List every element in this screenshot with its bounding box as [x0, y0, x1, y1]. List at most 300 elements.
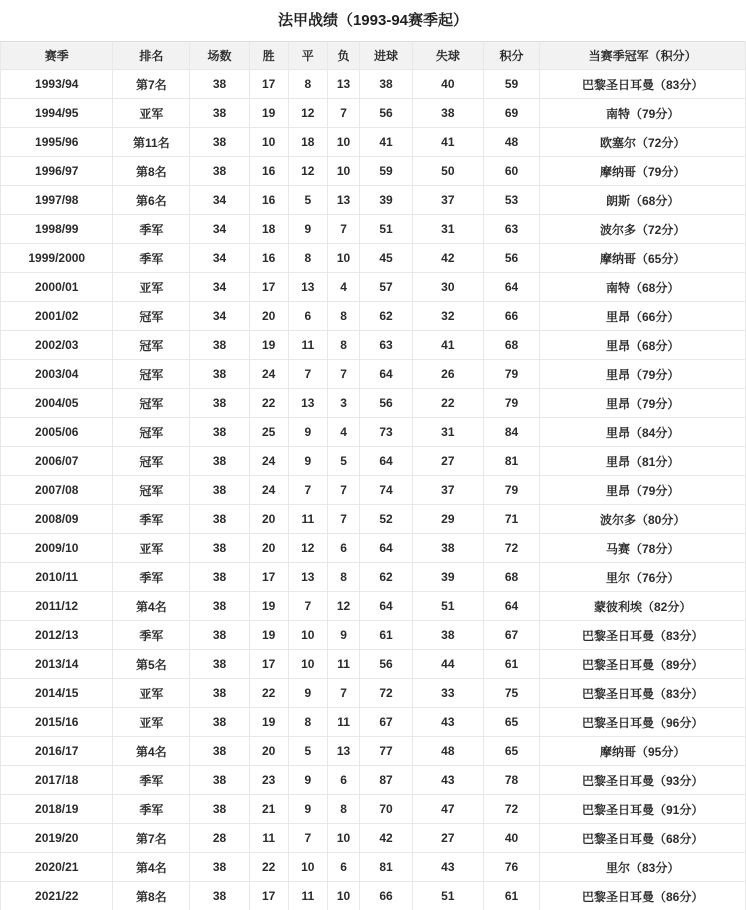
table-row: [1, 882, 746, 910]
cell-matches: 38: [190, 331, 250, 360]
cell-matches: 38: [190, 882, 250, 910]
cell-losses: 13: [328, 186, 360, 215]
page-title: 法甲战绩（1993-94赛季起）: [277, 12, 469, 29]
cell-goals-for: 64: [360, 592, 413, 621]
cell-matches: 38: [190, 592, 250, 621]
cell-losses: 8: [328, 795, 360, 824]
cell-goals-for: 45: [360, 244, 413, 273]
cell-draws: 8: [288, 708, 327, 737]
cell-champion: 巴黎圣日耳曼（83分）: [540, 70, 746, 99]
cell-matches: 38: [190, 128, 250, 157]
cell-draws: 13: [288, 563, 327, 592]
cell-season: 2004/05: [1, 389, 113, 418]
cell-points: 68: [483, 331, 540, 360]
column-header-matches: 场数: [190, 42, 250, 70]
cell-draws: 8: [288, 244, 327, 273]
cell-draws: 7: [288, 360, 327, 389]
cell-season: 2001/02: [1, 302, 113, 331]
cell-matches: 34: [190, 215, 250, 244]
cell-points: 72: [483, 795, 540, 824]
table-row: [1, 476, 746, 505]
cell-wins: 17: [249, 650, 288, 679]
cell-rank: 亚军: [113, 534, 190, 563]
cell-draws: 11: [288, 505, 327, 534]
cell-losses: 4: [328, 273, 360, 302]
cell-matches: 38: [190, 563, 250, 592]
cell-season: 2014/15: [1, 679, 113, 708]
cell-wins: 17: [249, 70, 288, 99]
column-header-points: 积分: [483, 42, 540, 70]
column-header-rank: 排名: [113, 42, 190, 70]
cell-season: 1999/2000: [1, 244, 113, 273]
cell-goals-for: 73: [360, 418, 413, 447]
cell-losses: 5: [328, 447, 360, 476]
cell-rank: 亚军: [113, 273, 190, 302]
cell-points: 59: [483, 70, 540, 99]
cell-rank: 冠军: [113, 360, 190, 389]
cell-matches: 38: [190, 737, 250, 766]
cell-matches: 38: [190, 766, 250, 795]
cell-season: 2015/16: [1, 708, 113, 737]
cell-goals-for: 42: [360, 824, 413, 853]
cell-goals-against: 22: [412, 389, 483, 418]
cell-losses: 10: [328, 244, 360, 273]
cell-matches: 38: [190, 795, 250, 824]
cell-champion: 马赛（78分）: [540, 534, 746, 563]
table-row: [1, 795, 746, 824]
cell-wins: 17: [249, 882, 288, 910]
cell-champion: 里昂（84分）: [540, 418, 746, 447]
cell-goals-against: 27: [412, 824, 483, 853]
cell-season: 1995/96: [1, 128, 113, 157]
cell-losses: 12: [328, 592, 360, 621]
cell-goals-for: 81: [360, 853, 413, 882]
cell-points: 79: [483, 476, 540, 505]
cell-wins: 17: [249, 273, 288, 302]
cell-wins: 16: [249, 244, 288, 273]
cell-wins: 19: [249, 99, 288, 128]
cell-goals-for: 62: [360, 302, 413, 331]
cell-draws: 5: [288, 186, 327, 215]
cell-goals-against: 44: [412, 650, 483, 679]
cell-draws: 13: [288, 273, 327, 302]
cell-goals-for: 67: [360, 708, 413, 737]
cell-matches: 38: [190, 418, 250, 447]
table-row: [1, 679, 746, 708]
cell-champion: 波尔多（80分）: [540, 505, 746, 534]
cell-draws: 10: [288, 621, 327, 650]
cell-goals-for: 64: [360, 534, 413, 563]
cell-losses: 7: [328, 360, 360, 389]
cell-rank: 第4名: [113, 592, 190, 621]
cell-wins: 10: [249, 128, 288, 157]
cell-champion: 里昂（68分）: [540, 331, 746, 360]
cell-goals-for: 39: [360, 186, 413, 215]
cell-rank: 冠军: [113, 447, 190, 476]
cell-wins: 19: [249, 592, 288, 621]
cell-wins: 16: [249, 157, 288, 186]
cell-champion: 里尔（83分）: [540, 853, 746, 882]
cell-season: 1993/94: [1, 70, 113, 99]
cell-goals-against: 51: [412, 592, 483, 621]
cell-matches: 38: [190, 505, 250, 534]
cell-points: 53: [483, 186, 540, 215]
cell-losses: 6: [328, 534, 360, 563]
cell-losses: 9: [328, 621, 360, 650]
table-row: [1, 592, 746, 621]
cell-rank: 第8名: [113, 882, 190, 910]
cell-season: 2005/06: [1, 418, 113, 447]
cell-wins: 17: [249, 563, 288, 592]
cell-season: 2011/12: [1, 592, 113, 621]
cell-draws: 18: [288, 128, 327, 157]
cell-goals-against: 33: [412, 679, 483, 708]
cell-goals-against: 30: [412, 273, 483, 302]
cell-season: 2016/17: [1, 737, 113, 766]
cell-season: 2017/18: [1, 766, 113, 795]
cell-champion: 南特（79分）: [540, 99, 746, 128]
cell-goals-for: 38: [360, 70, 413, 99]
cell-wins: 19: [249, 621, 288, 650]
cell-season: 2002/03: [1, 331, 113, 360]
column-header-champion: 当赛季冠军（积分）: [540, 42, 746, 70]
table-row: [1, 128, 746, 157]
cell-champion: 里昂（79分）: [540, 360, 746, 389]
cell-draws: 9: [288, 418, 327, 447]
cell-champion: 里昂（81分）: [540, 447, 746, 476]
cell-matches: 38: [190, 99, 250, 128]
cell-rank: 季军: [113, 795, 190, 824]
cell-goals-against: 39: [412, 563, 483, 592]
cell-points: 61: [483, 650, 540, 679]
table-row: [1, 737, 746, 766]
column-header-goals-for: 进球: [360, 42, 413, 70]
cell-points: 75: [483, 679, 540, 708]
cell-points: 79: [483, 360, 540, 389]
cell-matches: 34: [190, 302, 250, 331]
cell-goals-against: 40: [412, 70, 483, 99]
cell-losses: 10: [328, 882, 360, 910]
cell-season: 1998/99: [1, 215, 113, 244]
cell-points: 71: [483, 505, 540, 534]
cell-wins: 22: [249, 853, 288, 882]
cell-matches: 38: [190, 853, 250, 882]
cell-draws: 9: [288, 679, 327, 708]
cell-losses: 4: [328, 418, 360, 447]
cell-matches: 28: [190, 824, 250, 853]
cell-season: 2007/08: [1, 476, 113, 505]
cell-rank: 亚军: [113, 708, 190, 737]
cell-champion: 里昂（66分）: [540, 302, 746, 331]
cell-draws: 7: [288, 824, 327, 853]
cell-champion: 巴黎圣日耳曼（86分）: [540, 882, 746, 910]
cell-season: 2000/01: [1, 273, 113, 302]
cell-draws: 13: [288, 389, 327, 418]
cell-goals-against: 29: [412, 505, 483, 534]
cell-wins: 20: [249, 302, 288, 331]
cell-wins: 20: [249, 534, 288, 563]
cell-goals-against: 51: [412, 882, 483, 910]
cell-draws: 9: [288, 766, 327, 795]
cell-wins: 25: [249, 418, 288, 447]
cell-losses: 8: [328, 563, 360, 592]
cell-draws: 5: [288, 737, 327, 766]
cell-points: 68: [483, 563, 540, 592]
cell-season: 2009/10: [1, 534, 113, 563]
cell-points: 61: [483, 882, 540, 910]
cell-season: 1997/98: [1, 186, 113, 215]
cell-goals-for: 64: [360, 447, 413, 476]
cell-season: 2003/04: [1, 360, 113, 389]
cell-goals-against: 38: [412, 621, 483, 650]
cell-points: 79: [483, 389, 540, 418]
cell-points: 67: [483, 621, 540, 650]
cell-matches: 38: [190, 679, 250, 708]
table-row: [1, 824, 746, 853]
cell-losses: 3: [328, 389, 360, 418]
cell-draws: 9: [288, 795, 327, 824]
cell-goals-for: 72: [360, 679, 413, 708]
cell-matches: 38: [190, 476, 250, 505]
cell-champion: 巴黎圣日耳曼（96分）: [540, 708, 746, 737]
cell-draws: 9: [288, 447, 327, 476]
table-row: [1, 447, 746, 476]
table-body: [1, 70, 746, 910]
cell-draws: 12: [288, 99, 327, 128]
cell-matches: 38: [190, 447, 250, 476]
cell-season: 1996/97: [1, 157, 113, 186]
cell-goals-for: 70: [360, 795, 413, 824]
cell-season: 2013/14: [1, 650, 113, 679]
cell-champion: 摩纳哥（65分）: [540, 244, 746, 273]
cell-rank: 第11名: [113, 128, 190, 157]
column-header-wins: 胜: [249, 42, 288, 70]
cell-goals-against: 31: [412, 215, 483, 244]
cell-rank: 冠军: [113, 302, 190, 331]
cell-draws: 12: [288, 534, 327, 563]
cell-losses: 11: [328, 650, 360, 679]
cell-losses: 8: [328, 331, 360, 360]
cell-losses: 13: [328, 70, 360, 99]
cell-points: 72: [483, 534, 540, 563]
cell-season: 2018/19: [1, 795, 113, 824]
cell-points: 84: [483, 418, 540, 447]
cell-points: 64: [483, 592, 540, 621]
column-header-goals-against: 失球: [412, 42, 483, 70]
cell-season: 2019/20: [1, 824, 113, 853]
cell-points: 76: [483, 853, 540, 882]
cell-goals-for: 57: [360, 273, 413, 302]
cell-draws: 9: [288, 215, 327, 244]
cell-matches: 34: [190, 244, 250, 273]
cell-points: 63: [483, 215, 540, 244]
cell-goals-for: 41: [360, 128, 413, 157]
cell-points: 78: [483, 766, 540, 795]
cell-matches: 38: [190, 708, 250, 737]
cell-losses: 7: [328, 476, 360, 505]
cell-matches: 34: [190, 273, 250, 302]
cell-champion: 巴黎圣日耳曼（68分）: [540, 824, 746, 853]
cell-goals-for: 87: [360, 766, 413, 795]
cell-draws: 12: [288, 157, 327, 186]
cell-losses: 10: [328, 128, 360, 157]
cell-losses: 6: [328, 766, 360, 795]
cell-goals-against: 31: [412, 418, 483, 447]
cell-losses: 10: [328, 824, 360, 853]
cell-rank: 季军: [113, 244, 190, 273]
cell-goals-for: 56: [360, 389, 413, 418]
table-header-row: [1, 42, 746, 70]
table-row: [1, 650, 746, 679]
cell-champion: 波尔多（72分）: [540, 215, 746, 244]
cell-rank: 冠军: [113, 389, 190, 418]
cell-wins: 19: [249, 708, 288, 737]
cell-goals-for: 74: [360, 476, 413, 505]
cell-losses: 7: [328, 679, 360, 708]
cell-rank: 第8名: [113, 157, 190, 186]
cell-champion: 里昂（79分）: [540, 476, 746, 505]
cell-goals-for: 52: [360, 505, 413, 534]
cell-wins: 24: [249, 476, 288, 505]
cell-champion: 蒙彼利埃（82分）: [540, 592, 746, 621]
league-results-table: [0, 41, 746, 910]
cell-goals-for: 59: [360, 157, 413, 186]
cell-rank: 季军: [113, 505, 190, 534]
cell-wins: 24: [249, 360, 288, 389]
cell-wins: 21: [249, 795, 288, 824]
cell-champion: 巴黎圣日耳曼（91分）: [540, 795, 746, 824]
cell-goals-for: 56: [360, 99, 413, 128]
cell-points: 66: [483, 302, 540, 331]
table-row: [1, 708, 746, 737]
cell-wins: 20: [249, 505, 288, 534]
column-header-season: 赛季: [1, 42, 113, 70]
cell-points: 64: [483, 273, 540, 302]
cell-champion: 巴黎圣日耳曼（93分）: [540, 766, 746, 795]
cell-points: 69: [483, 99, 540, 128]
cell-goals-against: 43: [412, 708, 483, 737]
cell-goals-for: 51: [360, 215, 413, 244]
cell-draws: 7: [288, 592, 327, 621]
cell-losses: 7: [328, 215, 360, 244]
cell-losses: 11: [328, 708, 360, 737]
table-row: [1, 766, 746, 795]
cell-wins: 19: [249, 331, 288, 360]
cell-rank: 第4名: [113, 853, 190, 882]
cell-draws: 11: [288, 882, 327, 910]
table-row: [1, 621, 746, 650]
table-row: [1, 389, 746, 418]
cell-goals-against: 47: [412, 795, 483, 824]
cell-rank: 第5名: [113, 650, 190, 679]
cell-points: 65: [483, 737, 540, 766]
cell-draws: 8: [288, 70, 327, 99]
cell-matches: 38: [190, 389, 250, 418]
cell-rank: 冠军: [113, 331, 190, 360]
cell-wins: 23: [249, 766, 288, 795]
cell-losses: 8: [328, 302, 360, 331]
table-row: [1, 563, 746, 592]
cell-wins: 22: [249, 389, 288, 418]
table-row: [1, 534, 746, 563]
cell-champion: 巴黎圣日耳曼（89分）: [540, 650, 746, 679]
cell-wins: 11: [249, 824, 288, 853]
table-row: [1, 244, 746, 273]
cell-goals-for: 62: [360, 563, 413, 592]
cell-matches: 34: [190, 186, 250, 215]
cell-season: 2006/07: [1, 447, 113, 476]
cell-points: 56: [483, 244, 540, 273]
cell-points: 81: [483, 447, 540, 476]
cell-rank: 第7名: [113, 824, 190, 853]
cell-wins: 22: [249, 679, 288, 708]
cell-goals-for: 77: [360, 737, 413, 766]
cell-rank: 季军: [113, 215, 190, 244]
cell-goals-for: 66: [360, 882, 413, 910]
cell-champion: 巴黎圣日耳曼（83分）: [540, 679, 746, 708]
cell-goals-against: 38: [412, 99, 483, 128]
cell-champion: 里昂（79分）: [540, 389, 746, 418]
cell-champion: 摩纳哥（95分）: [540, 737, 746, 766]
cell-draws: 7: [288, 476, 327, 505]
cell-wins: 20: [249, 737, 288, 766]
table-row: [1, 273, 746, 302]
table-row: [1, 331, 746, 360]
cell-rank: 亚军: [113, 99, 190, 128]
cell-points: 40: [483, 824, 540, 853]
cell-champion: 朗斯（68分）: [540, 186, 746, 215]
cell-draws: 10: [288, 650, 327, 679]
cell-rank: 冠军: [113, 418, 190, 447]
cell-season: 2010/11: [1, 563, 113, 592]
table-header: [1, 42, 746, 70]
table-row: [1, 418, 746, 447]
cell-goals-for: 56: [360, 650, 413, 679]
cell-draws: 11: [288, 331, 327, 360]
table-row: [1, 360, 746, 389]
cell-losses: 13: [328, 737, 360, 766]
cell-season: 2012/13: [1, 621, 113, 650]
cell-matches: 38: [190, 534, 250, 563]
cell-matches: 38: [190, 360, 250, 389]
cell-goals-against: 42: [412, 244, 483, 273]
cell-matches: 38: [190, 650, 250, 679]
cell-goals-against: 41: [412, 331, 483, 360]
cell-goals-against: 43: [412, 766, 483, 795]
cell-goals-against: 50: [412, 157, 483, 186]
cell-losses: 10: [328, 157, 360, 186]
cell-rank: 冠军: [113, 476, 190, 505]
cell-season: 2021/22: [1, 882, 113, 910]
cell-draws: 10: [288, 853, 327, 882]
cell-goals-against: 32: [412, 302, 483, 331]
cell-goals-against: 27: [412, 447, 483, 476]
table-row: [1, 215, 746, 244]
cell-goals-against: 43: [412, 853, 483, 882]
column-header-draws: 平: [288, 42, 327, 70]
cell-rank: 季军: [113, 563, 190, 592]
cell-champion: 欧塞尔（72分）: [540, 128, 746, 157]
cell-points: 65: [483, 708, 540, 737]
cell-wins: 24: [249, 447, 288, 476]
cell-champion: 南特（68分）: [540, 273, 746, 302]
cell-losses: 6: [328, 853, 360, 882]
cell-champion: 里尔（76分）: [540, 563, 746, 592]
cell-matches: 38: [190, 621, 250, 650]
cell-wins: 16: [249, 186, 288, 215]
table-row: [1, 853, 746, 882]
cell-season: 2020/21: [1, 853, 113, 882]
